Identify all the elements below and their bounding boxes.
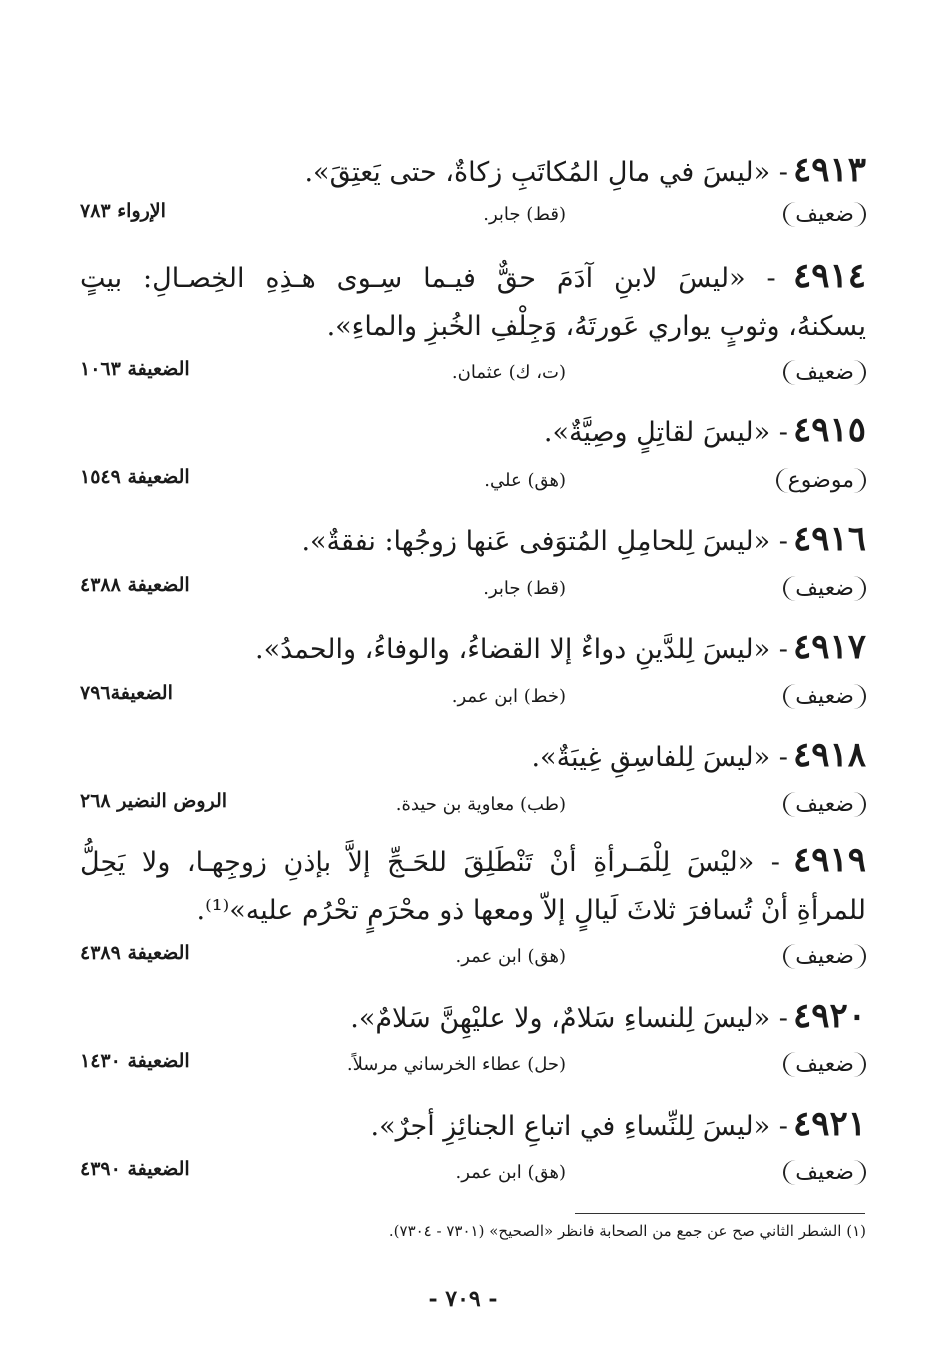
grade-label: ضعيف [783, 576, 866, 601]
hadith-text: «ليسَ في مالِ المُكاتَبِ زكاةٌ، حتى يَعتِقَ». [304, 157, 771, 188]
grade-label: ضعيف [783, 944, 866, 969]
hadith-text: «ليْسَ لِلْمَـرأةِ أنْ تَنْطَلِقَ للحَـجِّ إلاَّ بإذنِ زوجِهـا، ولا يَحِلُّ [80, 847, 755, 878]
hadith-text: «ليسَ لابنِ آدَمَ حقٌّ فيـما سِـوى هـذِهِ الخِصـالِ: بيتٍ [80, 263, 746, 294]
hadith-number: ٤٩١٤ [792, 256, 866, 296]
hadith-entry: ٤٩٢١ - «ليسَ لِلنِّساءِ في اتباعِ الجنائِزِ أجرٌ». [370, 1104, 866, 1144]
hadith-meta [80, 574, 866, 614]
hadith-meta [80, 466, 866, 506]
grade-label: ضعيف [783, 1160, 866, 1185]
hadith-meta [80, 1158, 866, 1198]
reference-label: الضعيفة ٤٣٩٠ [80, 1158, 190, 1180]
grade-label: ضعيف [783, 1052, 866, 1077]
reference-label: الضعيفة٧٩٦ [80, 682, 173, 704]
hadith-text: «ليسَ لِلحامِلِ المُتوَفى عَنها زوجُها: نفقةٌ». [301, 526, 771, 557]
source-label: (هق) ابن عمر. [455, 946, 566, 967]
hadith-meta [80, 1050, 866, 1090]
hadith-number: ٤٩١٧ [792, 627, 866, 667]
hadith-text-line2: للمرأةِ أنْ تُسافرَ ثلاثَ لَيالٍ إلاّ ومعها ذو محْرَمٍ تحْرُم عليه»⁽¹⁾. [196, 895, 866, 926]
source-label: (قط) جابر. [483, 204, 566, 225]
hadith-entry: ٤٩٢٠ - «ليسَ لِلنساءِ سَلامٌ، ولا عليْهِنَّ سَلامٌ». [350, 996, 866, 1036]
hadith-entry: ٤٩١٣ - «ليسَ في مالِ المُكاتَبِ زكاةٌ، حتى يَعتِقَ». [304, 150, 866, 190]
reference-label: الضعيفة ٤٣٨٨ [80, 574, 190, 596]
hadith-text-line2: يسكنهُ، وثوبٍ يواري عَورتَهُ، وَجِلْفِ الخُبزِ والماءِ». [326, 311, 866, 342]
grade-label: ضعيف [783, 360, 866, 385]
footnote-divider [575, 1213, 865, 1214]
grade-label: ضعيف [783, 684, 866, 709]
hadith-meta [80, 942, 866, 982]
grade-label: ضعيف [783, 792, 866, 817]
reference-label: الإرواء ٧٨٣ [80, 200, 166, 222]
source-label: (حل) عطاء الخرساني مرسلاً. [346, 1054, 566, 1075]
hadith-meta [80, 358, 866, 398]
hadith-entry: ٤٩١٤ - «ليسَ لابنِ آدَمَ حقٌّ فيـما سِـوى هـذِهِ الخِصـالِ: بيتٍ [80, 256, 866, 296]
source-label: (طب) معاوية بن حيدة. [395, 794, 566, 815]
reference-label: الروض النضير ٢٦٨ [80, 790, 228, 812]
source-label: (خط) ابن عمر. [451, 686, 566, 707]
source-label: (ت، ك) عثمان. [451, 362, 566, 383]
source-label: (قط) جابر. [483, 578, 566, 599]
hadith-entry: ٤٩١٦ - «ليسَ لِلحامِلِ المُتوَفى عَنها زوجُها: نفقةٌ». [301, 519, 866, 559]
grade-label: موضوع [776, 468, 866, 493]
hadith-number: ٤٩١٦ [792, 519, 866, 559]
hadith-meta [80, 200, 866, 240]
hadith-meta [80, 682, 866, 722]
reference-label: الضعيفة ٤٣٨٩ [80, 942, 190, 964]
hadith-meta [80, 790, 866, 830]
footnote: (١) الشطر الثاني صح عن جمع من الصحابة فانظر «الصحيح» (٧٣٠١ - ٧٣٠٤). [388, 1222, 866, 1240]
hadith-text: «ليسَ لِلفاسِقِ غِيبَةٌ». [531, 742, 771, 773]
hadith-text: «ليسَ لقاتِلٍ وصِيَّةٌ». [543, 417, 771, 448]
hadith-entry-continuation [80, 302, 866, 352]
page-number: - ٧٠٩ - [428, 1286, 498, 1312]
reference-label: الضعيفة ١٥٤٩ [80, 466, 190, 488]
hadith-text: «ليسَ لِلنِّساءِ في اتباعِ الجنائِزِ أجرٌ». [370, 1111, 771, 1142]
hadith-number: ٤٩١٩ [792, 840, 866, 880]
hadith-entry: ٤٩١٨ - «ليسَ لِلفاسِقِ غِيبَةٌ». [531, 735, 866, 775]
hadith-number: ٤٩١٥ [792, 410, 866, 450]
hadith-entry: ٤٩١٩ - «ليْسَ لِلْمَـرأةِ أنْ تَنْطَلِقَ للحَـجِّ إلاَّ بإذنِ زوجِهـا، ولا يَحِلُّ [80, 840, 866, 880]
hadith-number: ٤٩٢١ [792, 1104, 866, 1144]
hadith-number: ٤٩٢٠ [792, 996, 866, 1036]
hadith-text: «ليسَ لِلنساءِ سَلامٌ، ولا عليْهِنَّ سَلامٌ». [350, 1003, 771, 1034]
hadith-entry-continuation [80, 886, 866, 936]
hadith-text: «ليسَ لِلدَّينِ دواءٌ إلا القضاءُ، والوفاءُ، والحمدُ». [254, 634, 771, 665]
hadith-number: ٤٩١٨ [792, 735, 866, 775]
grade-label: ضعيف [783, 202, 866, 227]
reference-label: الضعيفة ١٠٦٣ [80, 358, 190, 380]
hadith-entry: ٤٩١٧ - «ليسَ لِلدَّينِ دواءٌ إلا القضاءُ، والوفاءُ، والحمدُ». [254, 627, 866, 667]
source-label: (هق) ابن عمر. [455, 1162, 566, 1183]
source-label: (هق) علي. [484, 470, 566, 491]
hadith-number: ٤٩١٣ [792, 150, 866, 190]
hadith-entry: ٤٩١٥ - «ليسَ لقاتِلٍ وصِيَّةٌ». [543, 410, 866, 450]
reference-label: الضعيفة ١٤٣٠ [80, 1050, 190, 1072]
